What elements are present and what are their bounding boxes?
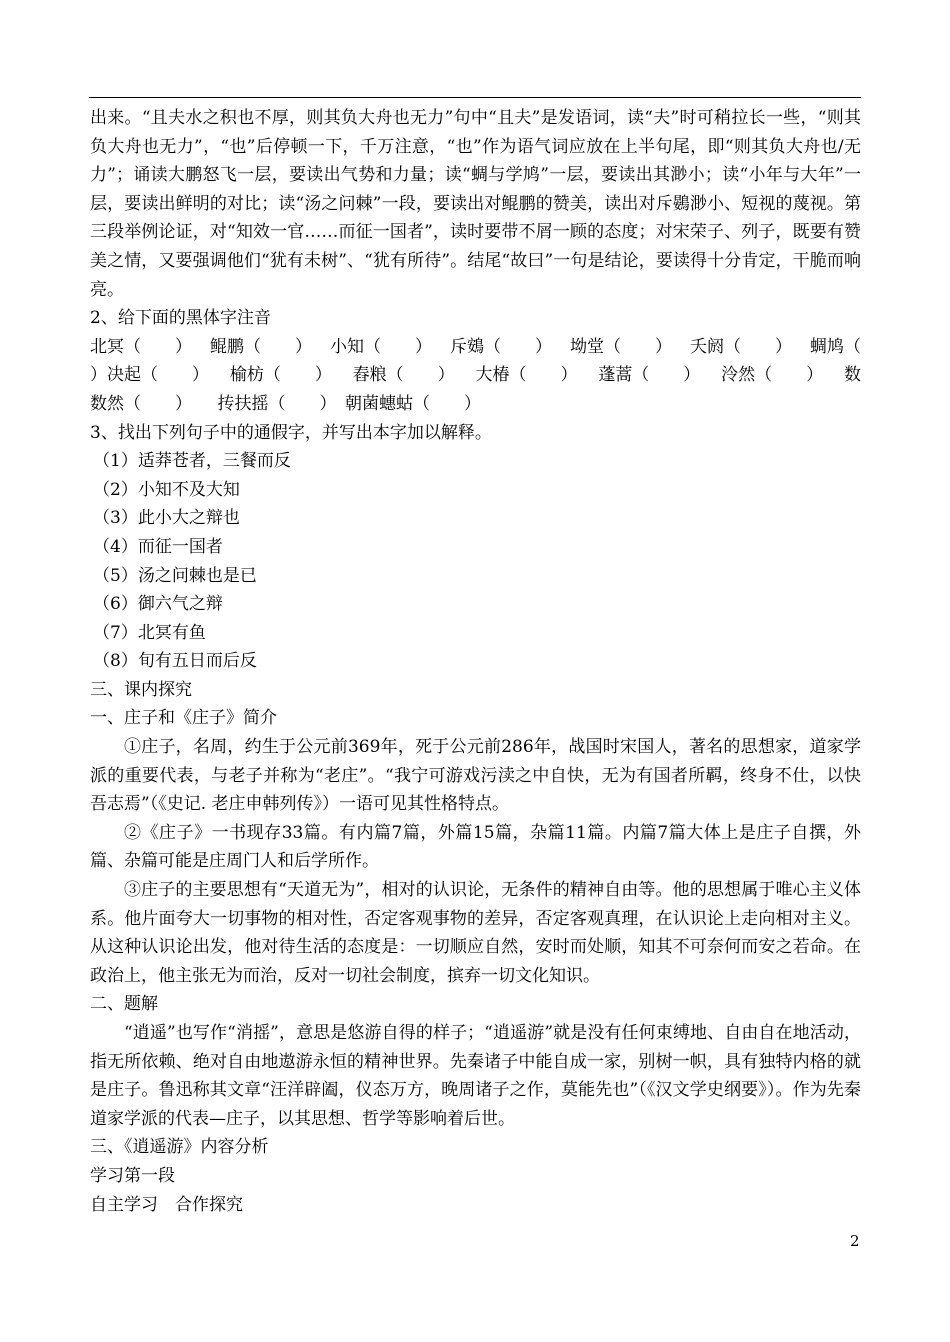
- q3-item: （8）旬有五日而后反: [93, 651, 257, 672]
- q2-row-2: [90, 361, 861, 390]
- q2-item: 夭阏（ ）: [690, 336, 792, 357]
- q3-item: （6）御六气之辩: [93, 594, 223, 615]
- q2-item: 小知（ ）: [330, 336, 432, 357]
- sub3-line-1: 学习第一段: [90, 1165, 175, 1186]
- sub1-paragraph-2: ②《庄子》一书现存33篇。有内篇7篇，外篇15篇，杂篇11篇。内篇7篇大体上是庄子自撰，外篇、杂篇可能是庄周门人和后学所作。: [90, 822, 861, 872]
- q2-item: 舂粮（ ）: [352, 365, 455, 386]
- q2-row-3: 数然（ ） 抟扶摇（ ） 朝菌蟪蛄（ ）: [90, 393, 481, 414]
- sub3-title: 三、《逍遥游》内容分析: [90, 1137, 269, 1158]
- sub1-paragraph-1: ①庄子，名周，约生于公元前369年，死于公元前286年，战国时宋国人，著名的思想家，道家学派的重要代表，与老子并称为“老庄”。“我宁可游戏污渎之中自快，无为有国者所羁，终身不仕，以快吾志焉”（《史记. 老庄申韩列传》）一语可见其性格特点。: [90, 737, 861, 815]
- q2-item: 北冥（ ）: [90, 336, 192, 357]
- q3-item: （1）适莽苍者，三餐而反: [93, 451, 291, 472]
- q3-item: （5）汤之问棘也是已: [93, 565, 257, 586]
- q2-item: 数: [843, 365, 861, 386]
- q3-item: （7）北冥有鱼: [93, 622, 206, 643]
- q2-item: 大椿（ ）: [475, 365, 578, 386]
- q3-item: （3）此小大之辩也: [93, 508, 240, 529]
- q2-item: 蜩鸠（: [810, 336, 861, 357]
- q2-item: 鲲鹏（ ）: [210, 336, 312, 357]
- sub3-line-2: 自主学习 合作探究: [90, 1194, 243, 1215]
- q2-title: 2、给下面的黑体字注音: [90, 308, 271, 329]
- q2-item: 蓬蒿（ ）: [598, 365, 701, 386]
- q2-item: 坳堂（ ）: [570, 336, 672, 357]
- sub1-title: 一、庄子和《庄子》简介: [90, 708, 277, 729]
- q3-title: 3、找出下列句子中的通假字，并写出本字加以解释。: [90, 422, 492, 443]
- page-content: [90, 104, 861, 1219]
- q2-item: 泠然（ ）: [721, 365, 824, 386]
- header-rule: [89, 97, 861, 98]
- sub2-paragraph: “逍遥”也写作“消摇”，意思是悠游自得的样子；“逍遥游”就是没有任何束缚地、自由自在地活动，指无所依赖、绝对自由地遨游永恒的精神世界。先秦诸子中能自成一家，别树一帜，具有独特内格的就是庄子。鲁迅称其文章“汪洋辟阖，仪态万方，晚周诸子之作，莫能先也”（《汉文学史纲要》）。作为先秦道家学派的代表—庄子，以其思想、哲学等影响着后世。: [90, 1023, 861, 1129]
- sub1-paragraph-3: ③庄子的主要思想有“天道无为”，相对的认识论，无条件的精神自由等。他的思想属于唯心主义体系。他片面夸大一切事物的相对性，否定客观事物的差异，否定客观真理，在认识论上走向相对主义。从这种认识论出发，他对待生活的态度是：一切顺应自然，安时而处顺，知其不可奈何而安之若命。在政治上，他主张无为而治，反对一切社会制度，摈弃一切文化知识。: [90, 880, 861, 986]
- q2-item: ）决起（ ）: [90, 365, 209, 386]
- q2-row-1: [90, 333, 861, 362]
- page-number: 2: [850, 1232, 860, 1250]
- intro-paragraph: 出来。“且夫水之积也不厚，则其负大舟也无力”句中“且夫”是发语词，读“夫”时可稍拉长一些，“则其负大舟也无力”，“也”后停顿一下，千万注意，“也”作为语气词应放在上半句尾，即“则其负大舟也/无力”；诵读大鹏怒飞一层，要读出气势和力量；读“蜩与学鸠”一层，要读出其渺小；读“小年与大年”一层，要读出鲜明的对比；读“汤之问棘”一段，要读出对鲲鹏的赞美，读出对斥鷃渺小、短视的蔑视。第三段举例论证，对“知效一官……而征一国者”，读时要带不屑一顾的态度；对宋荣子、列子，既要有赞美之情，又要强调他们“犹有未树”、“犹有所待”。结尾“故曰”一句是结论，要读得十分肯定，干脆而响亮。: [90, 108, 861, 300]
- q2-item: 榆枋（ ）: [229, 365, 332, 386]
- section-3-title: 三、课内探究: [90, 679, 192, 700]
- q3-item: （4）而征一国者: [93, 536, 223, 557]
- q3-item: （2）小知不及大知: [93, 479, 240, 500]
- sub2-title: 二、题解: [90, 994, 158, 1015]
- q2-item: 斥鴳（ ）: [450, 336, 552, 357]
